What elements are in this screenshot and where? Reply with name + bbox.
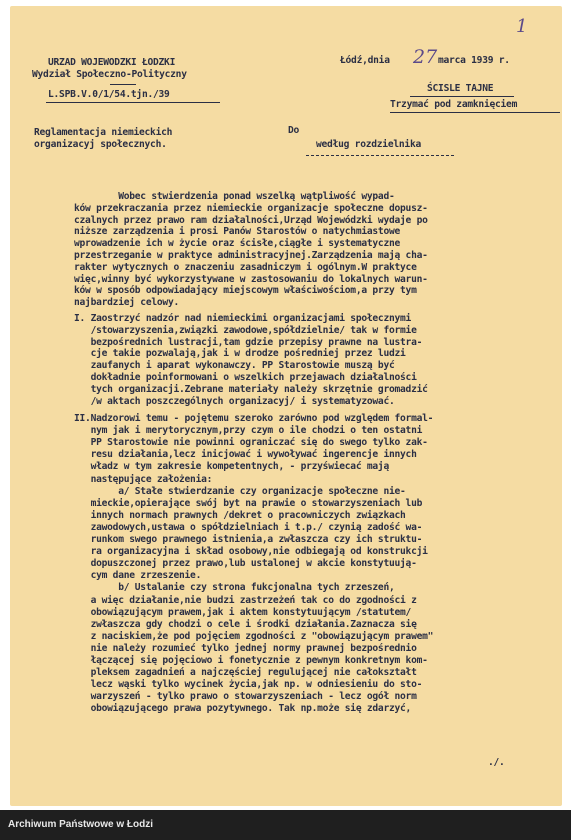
text-line: obowiązującego prawa pozytywnego. Tak np.może się zdarzyć, — [74, 703, 412, 715]
text-line: dopuszczonej przez prawo,lub ustalonej w akcie konstytuują- — [74, 558, 417, 570]
handwritten-day: 27 — [413, 46, 438, 68]
text-line: innych normach prawnych /dekret o pracowniczych związkach — [74, 509, 406, 521]
text-line: niższe zarządzenia i prosi Panów Starostów o natychmiastowe — [74, 226, 401, 238]
text-line: nym jak i merytorycznym,przy czym o ile chodzi o ten ostatni — [74, 425, 423, 437]
text-line: wprowadzenie ich w życie oraz ścisłe,ciągłe i systematyczne — [74, 238, 401, 250]
text-line: czalnych przez prawo ram działalności,Urząd Wojewódzki wydaje po — [74, 214, 428, 226]
classification: ŚCISLE TAJNE — [427, 83, 494, 94]
text-line: więc,winny być wykorzystywane w zastosowaniu do lokalnych warun- — [74, 273, 428, 285]
address-to: Do — [288, 125, 300, 136]
text-line: cje takie pozwalają,jak i w drodze pośredniej przez ludzi — [74, 348, 406, 360]
office-name: URZAD WOJEWODZKI ŁODZKI — [48, 57, 176, 68]
archive-footer — [0, 810, 571, 840]
archive-name: Archiwum Państwowe w Łodzi — [8, 819, 154, 830]
text-line: cym dane zrzeszenie. — [74, 570, 202, 582]
text-line: tych organizacji.Zebrane materiały należy skrzętnie gromadzić — [74, 383, 428, 395]
reference-number: L.SPB.V.0/1/54.tjn./39 — [48, 89, 170, 100]
recipient-underline — [306, 155, 454, 156]
text-line: II.Nadzorowi temu - pojętemu szeroko zarówno pod względem formal- — [74, 413, 434, 424]
continuation-mark: ./. — [488, 757, 505, 768]
text-line: runkom swego prawnego istnienia,a zwłaszcza czy ich struktu- — [74, 534, 423, 545]
header-divider — [110, 84, 136, 85]
reference-underline — [46, 102, 220, 103]
text-line: resu działania,lecz inicjować i wywoływać ingerencje innych — [74, 449, 417, 461]
text-line: obowiązującym prawem,jak i aktem konstytuującym /statutem/ — [74, 606, 412, 618]
text-line: lecz wąski tylko wycinek życia,jak np. w odniesieniu do sto- — [74, 679, 423, 691]
document-sheet — [10, 6, 562, 806]
text-line: dokładnie poinformowani o wszelkich przejawach działalności — [74, 372, 417, 383]
text-line: /stowarzyszenia,związki zawodowe,spółdzielnie/ tak w formie — [74, 324, 417, 336]
text-line: zawodowych,ustawa o spółdzielniach i t.p./ czynią zadość wa- — [74, 521, 423, 533]
text-line: /w aktach poszczególnych organizacyj/ i systematyzować. — [74, 395, 395, 407]
text-line: zaufanych i aparat wykonawczy. PP Starostowie muszą być — [74, 360, 395, 372]
text-line: rakter wytycznych o znaczeniu zasadniczym i ogólnym.W praktyce — [74, 261, 417, 273]
text-line: Wobec stwierdzenia ponad wszelką wątpliwość wypad- — [74, 191, 395, 202]
text-line: nie należy rozumieć tylko jednej normy prawnej bezpośrednio — [74, 642, 417, 654]
text-line: PP Starostowie nie powinni ograniczać się do swego tylko zak- — [74, 437, 428, 449]
classification-note: Trzymać pod zamknięciem — [390, 99, 518, 110]
text-line: łączącej się pojęciowo i fonetycznie z pewnym konkretnym kom- — [74, 655, 428, 666]
text-line: bezpośrednich lustracji,tam gdzie przepisy prawne na lustra- — [74, 336, 423, 348]
text-line: a więc działanie,nie budzi zastrzeżeń tak co do zgodności z — [74, 594, 417, 606]
text-line: najbardziej celowy. — [74, 297, 179, 309]
classification-underline — [410, 96, 514, 97]
page-number: 1 — [516, 16, 528, 37]
place-date-suffix: marca 1939 r. — [438, 55, 510, 66]
text-line: warzyszeń - tylko prawo o stowarzyszeniach - lecz ogół norm — [74, 691, 417, 703]
text-line: zwłaszcza gdy chodzi o cele i środki działania.Zaznacza się — [74, 618, 417, 630]
text-line: I. Zaostrzyć nadzór nad niemieckimi organizacjami społecznymi — [74, 313, 412, 324]
text-line: z naciskiem,że pod pojęciem zgodności z "obowiązującym prawem" — [74, 630, 434, 642]
text-line: przestrzeganie w praktyce administracyjnej.Zarządzenia mają cha- — [74, 250, 428, 261]
text-line: ków przekraczania przez niemieckie organizacje społeczne dopusz- — [74, 202, 428, 214]
text-line: b/ Ustalanie czy strona fukcjonalna tych zrzeszeń, — [74, 582, 395, 594]
text-line: ra organizacyjna i skład osobowy,nie odbiegają od konstrukcji — [74, 546, 428, 558]
subject-line-1: Reglamentacja niemieckich — [34, 127, 173, 138]
office-department: Wydział Społeczno-Polityczny — [32, 69, 187, 80]
text-line: a/ Stałe stwierdzanie czy organizacje społeczne nie- — [74, 485, 406, 497]
text-line: następujące założenia: — [74, 473, 213, 485]
place-date-prefix: Łódź,dnia — [340, 55, 390, 66]
text-line: mieckie,opierające swój byt na prawie o stowarzyszeniach lub — [74, 497, 423, 509]
subject-line-2: organizacyj społecznych. — [34, 139, 167, 150]
text-line: władz w tym zakresie kompetentnych, - przyświecać mają — [74, 461, 389, 473]
text-line: ków w sposób odpowiadający miejscowym właściwościom,a przy tym — [74, 285, 417, 297]
text-line: pleksem zagadnień a najczęściej regulującej nie całokształt — [74, 667, 417, 679]
classification-note-underline — [390, 112, 560, 113]
address-recipient: według rozdzielnika — [316, 139, 421, 150]
